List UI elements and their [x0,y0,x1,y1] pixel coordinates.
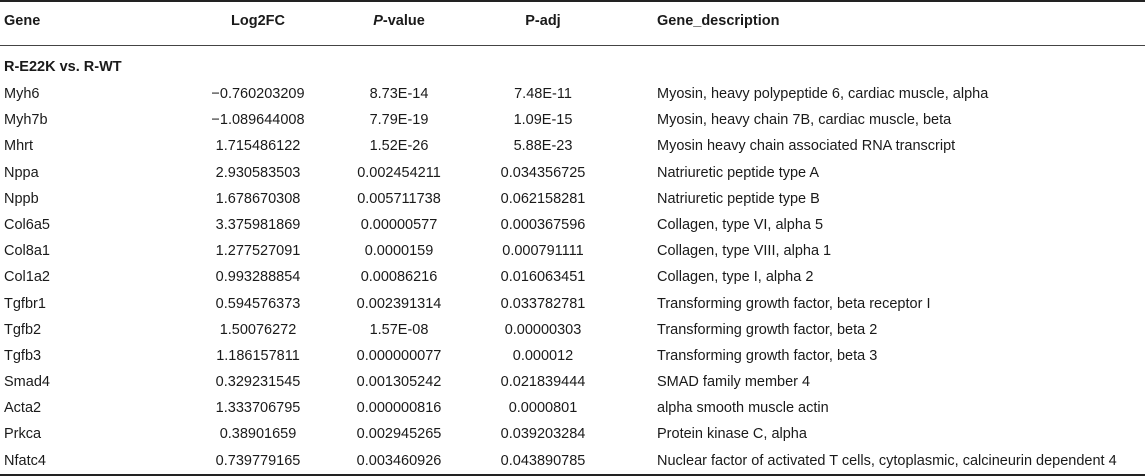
cell-log2fc: −0.760203209 [211,86,305,102]
cell-padj: 0.039203284 [500,426,586,443]
cell-description: Transforming growth factor, beta 2 [657,321,878,338]
cell-log2fc: 1.186157811 [216,347,300,364]
table-row [0,238,1145,264]
cell-pvalue: 0.0000159 [364,243,434,260]
cell-padj: 0.016063451 [500,269,586,286]
cell-pvalue: 0.00000577 [360,216,438,233]
cell-description: Collagen, type VI, alpha 5 [657,216,824,233]
cell-description: Myosin, heavy chain 7B, cardiac muscle, beta [657,112,952,129]
cell-log2fc: 2.930583503 [215,164,301,181]
cell-padj: 7.48E-11 [514,86,572,102]
cell-pvalue: 7.79E-19 [369,112,429,129]
table-row [0,133,1145,159]
table-row [0,186,1145,212]
table-row [0,395,1145,421]
cell-padj: 1.09E-15 [513,112,573,129]
cell-gene: Acta2 [4,400,42,417]
cell-gene: Nppa [4,164,39,181]
cell-gene: Tgfb2 [4,321,42,338]
table-row [0,369,1145,395]
cell-description: Transforming growth factor, beta receptor I [657,295,931,312]
cell-pvalue: 1.52E-26 [369,138,429,155]
cell-gene: Myh6 [4,86,40,102]
cell-pvalue: 1.57E-08 [369,321,429,338]
cell-padj: 0.00000303 [504,321,582,338]
cell-description: Collagen, type I, alpha 2 [657,269,814,286]
cell-gene: Tgfbr1 [4,295,46,312]
cell-padj: 0.034356725 [500,164,586,181]
cell-pvalue: 0.001305242 [356,374,442,391]
cell-gene: Col8a1 [4,243,50,260]
cell-pvalue: 0.003460926 [356,452,442,469]
cell-log2fc: 1.50076272 [219,321,297,338]
header-description: Gene_description [657,13,780,29]
header-log2fc: Log2FC [231,13,285,29]
table-row [0,448,1145,474]
cell-description: alpha smooth muscle actin [657,400,829,417]
cell-log2fc: −1.089644008 [211,112,305,129]
cell-padj: 0.0000801 [508,400,578,417]
cell-pvalue: 0.005711738 [357,190,441,207]
cell-padj: 0.000012 [512,347,574,364]
cell-description: Protein kinase C, alpha [657,426,807,443]
header-gene: Gene [4,13,41,29]
cell-log2fc: 1.715486122 [215,138,301,155]
table-header-row [0,0,1145,45]
cell-gene: Nfatc4 [4,452,46,469]
cell-gene: Tgfb3 [4,347,42,364]
cell-padj: 0.000791111 [502,243,584,260]
table-body [0,81,1145,474]
cell-pvalue: 0.002391314 [356,295,442,312]
section-label: R-E22K vs. R-WT [4,59,122,75]
cell-pvalue: 0.00086216 [360,269,438,286]
table-row [0,107,1145,133]
cell-padj: 0.043890785 [500,452,586,469]
cell-gene: Nppb [4,190,39,207]
cell-log2fc: 1.333706795 [215,400,301,417]
table-row [0,421,1145,447]
table-row [0,81,1145,107]
cell-gene: Mhrt [4,138,33,155]
cell-gene: Smad4 [4,374,50,391]
cell-pvalue: 8.73E-14 [369,86,429,102]
cell-padj: 0.062158281 [500,190,586,207]
cell-gene: Prkca [4,426,42,443]
cell-description: Myosin heavy chain associated RNA transcript [657,138,956,155]
cell-pvalue: 0.000000816 [356,400,442,417]
header-pvalue-italic: P [373,13,383,29]
cell-pvalue: 0.002454211 [357,164,441,181]
table-row [0,212,1145,238]
cell-description: SMAD family member 4 [657,374,811,391]
cell-pvalue: 0.002945265 [356,426,442,443]
header-pvalue [339,13,459,29]
cell-gene: Myh7b [4,112,48,129]
cell-pvalue: 0.000000077 [356,347,442,364]
header-padj: P-adj [525,13,561,29]
cell-description: Natriuretic peptide type A [657,164,820,181]
header-rule [0,45,1145,46]
header-pvalue-rest: -value [382,13,425,29]
cell-description: Collagen, type VIII, alpha 1 [657,243,832,260]
cell-log2fc: 0.38901659 [219,426,297,443]
cell-log2fc: 0.329231545 [215,374,301,391]
cell-log2fc: 1.277527091 [215,243,301,260]
cell-padj: 5.88E-23 [513,138,573,155]
cell-description: Myosin, heavy polypeptide 6, cardiac muscle, alpha [657,86,989,102]
table-row [0,343,1145,369]
table-row [0,160,1145,186]
cell-padj: 0.021839444 [500,374,586,391]
cell-description: Natriuretic peptide type B [657,190,820,207]
table-row [0,291,1145,317]
cell-log2fc: 1.678670308 [215,190,301,207]
cell-description: Nuclear factor of activated T cells, cytoplasmic, calcineurin dependent 4 [657,452,1117,469]
cell-gene: Col1a2 [4,269,50,286]
cell-log2fc: 0.739779165 [215,452,301,469]
cell-log2fc: 3.375981869 [215,216,301,233]
cell-padj: 0.000367596 [500,216,586,233]
cell-log2fc: 0.993288854 [215,269,301,286]
table-row [0,317,1145,343]
cell-gene: Col6a5 [4,216,50,233]
cell-padj: 0.033782781 [500,295,586,312]
cell-log2fc: 0.594576373 [215,295,301,312]
table-row [0,264,1145,290]
cell-description: Transforming growth factor, beta 3 [657,347,878,364]
